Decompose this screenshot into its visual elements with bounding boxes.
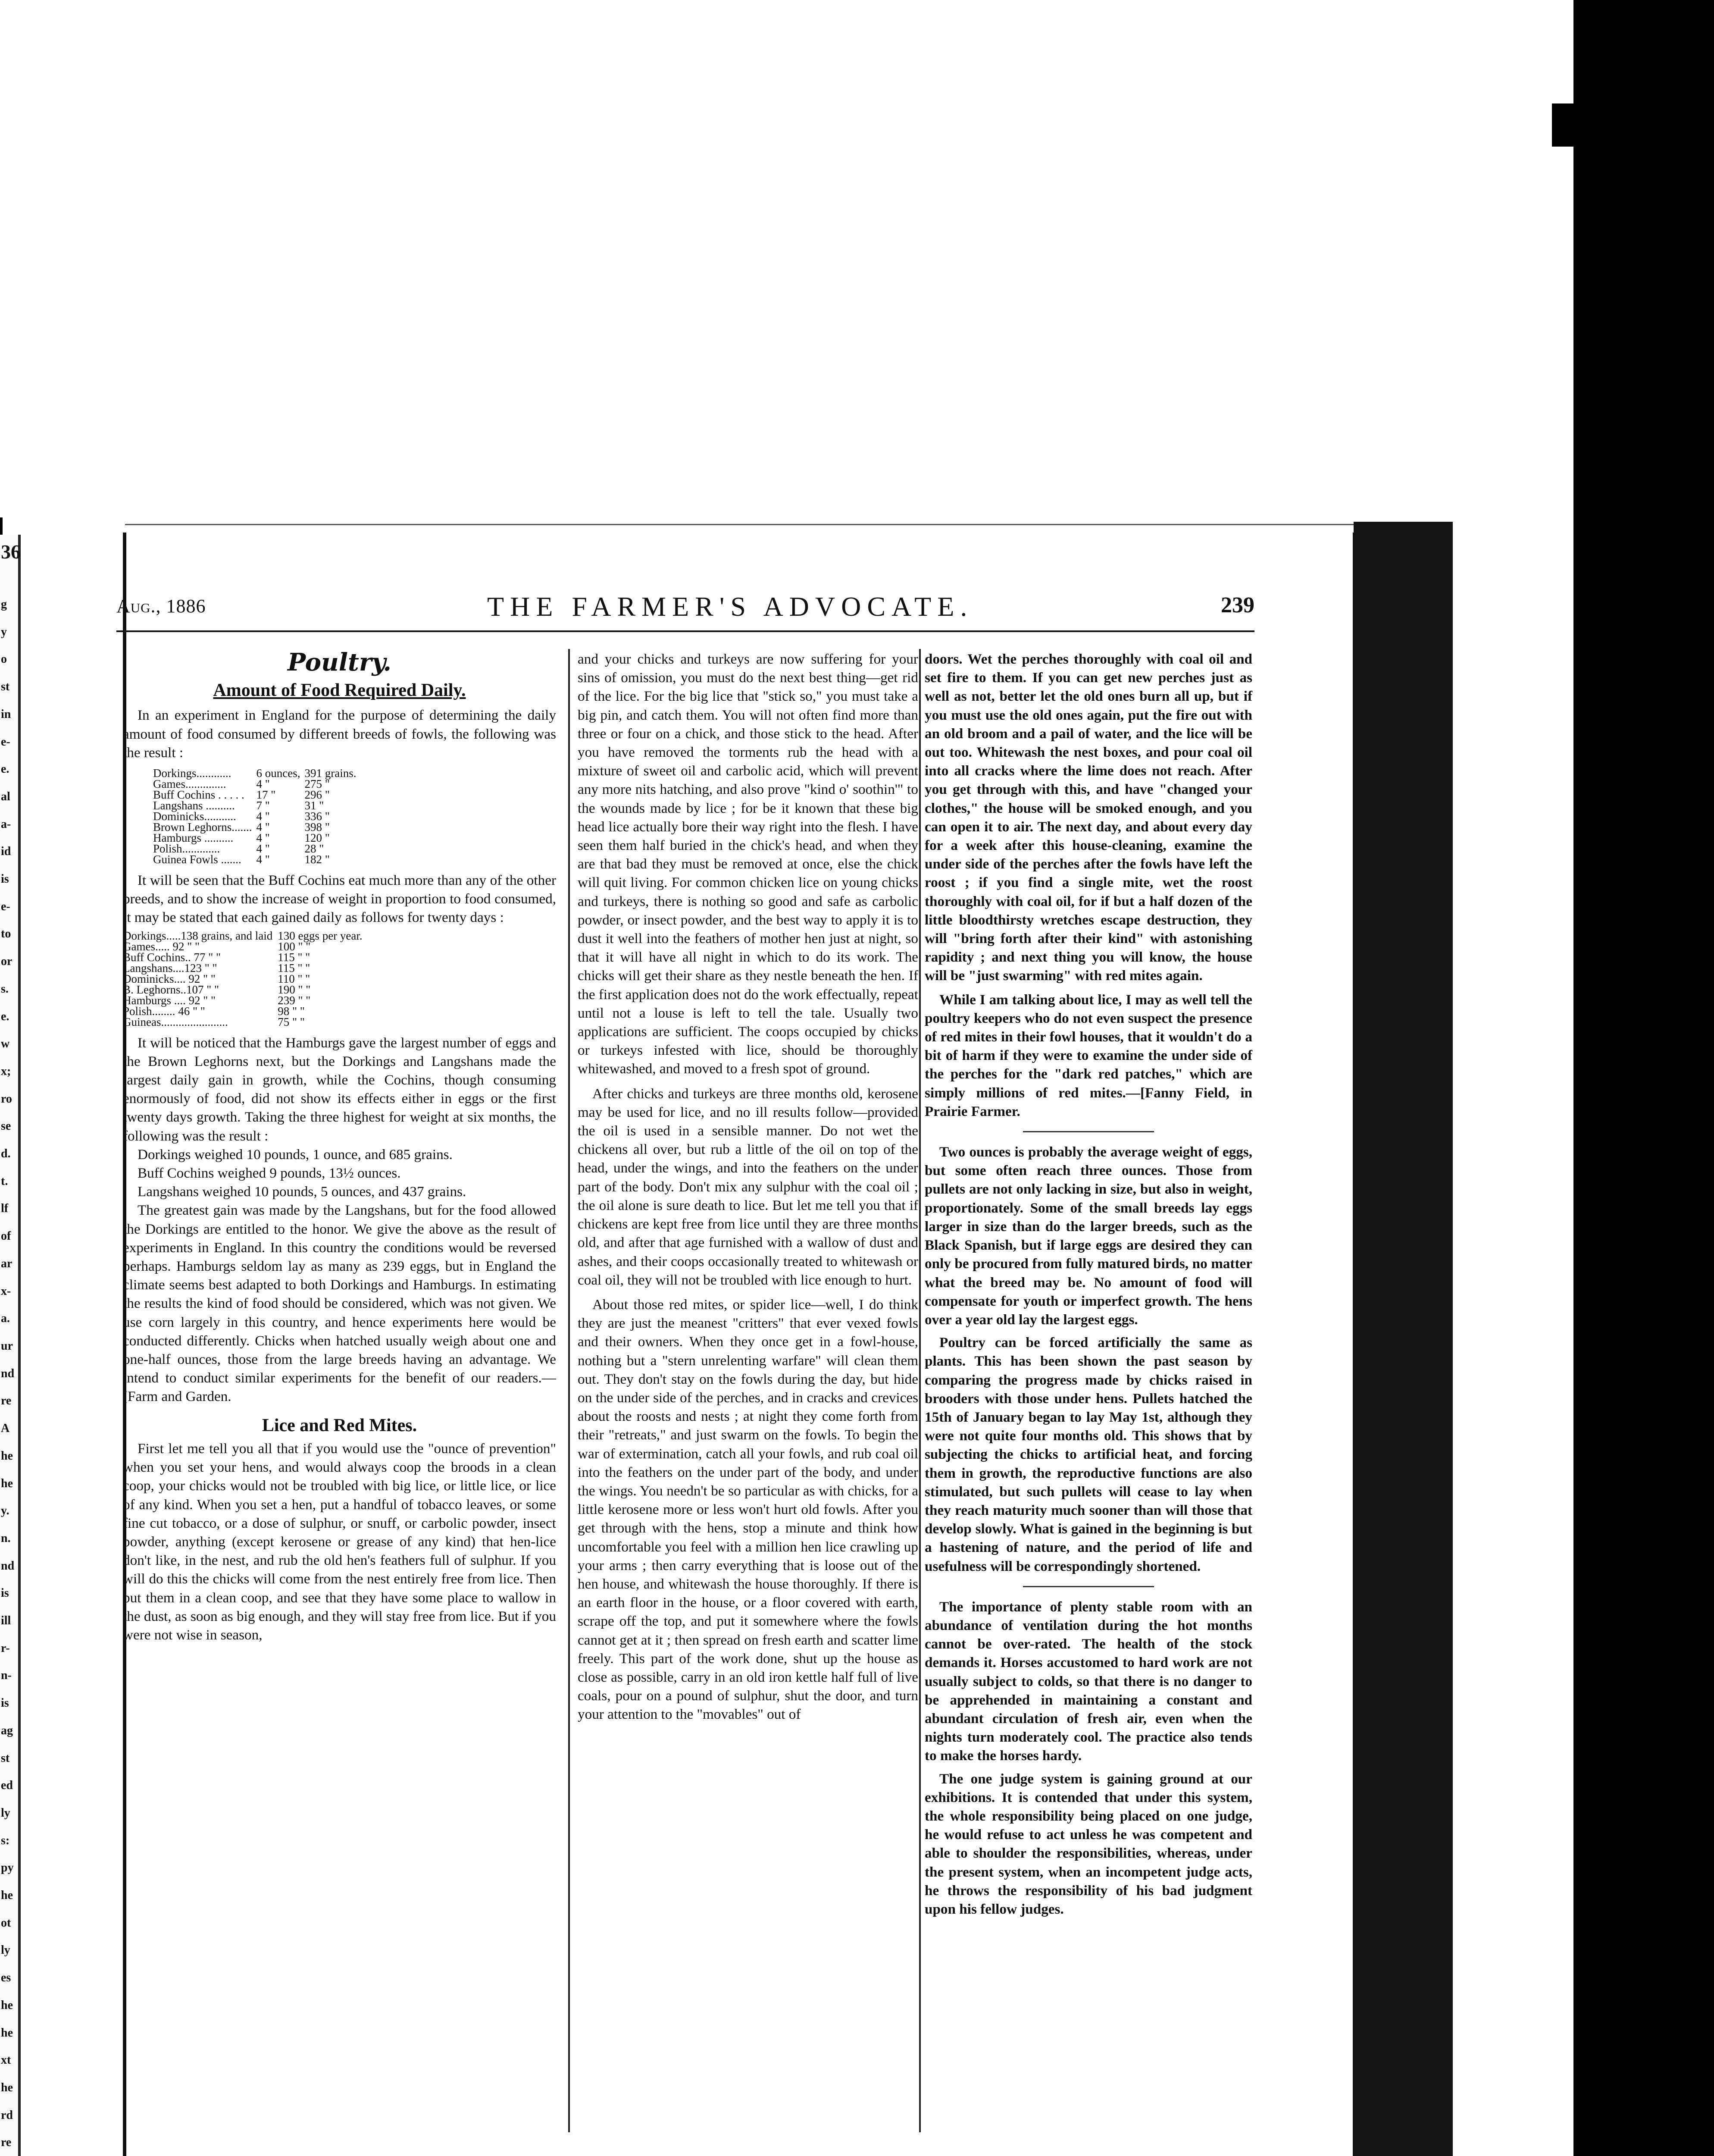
table-cell: Hamburgs .... 92 " "	[123, 993, 216, 1007]
table-cell: Dominicks...........	[153, 810, 236, 823]
paragraph: The one judge system is gaining ground at our exhibitions. It is contended that under this system, the whole responsibility being placed on one judge, he would refuse to act unless he was competent and able to shoulder the responsibilities, whereas, under the present system, when an incompetent judge acts, he throws the responsibility of his bad judgment upon his fellow judges.	[925, 1771, 1252, 1917]
left-page-line-fragment: ur	[1, 1339, 13, 1353]
table-cell: 130 eggs per year.	[278, 929, 363, 942]
paragraph: Langshans weighed 10 pounds, 5 ounces, and 437 grains.	[138, 1184, 466, 1200]
left-page-line-fragment: ag	[1, 1724, 13, 1737]
left-page-line-fragment: xt	[1, 2053, 11, 2067]
table-cell: Dorkings.....138 grains, and laid	[123, 929, 273, 942]
left-page-line-fragment: he	[1, 1889, 13, 1902]
table-cell: Brown Leghorns.......	[153, 821, 252, 834]
table-cell: 239 " "	[278, 993, 311, 1007]
left-page-line-fragment: y	[1, 625, 7, 639]
table-cell: 6 ounces,	[256, 767, 300, 780]
paragraph: In an experiment in England for the purpose of determining the daily amount of food consumed by different breeds of fowls, the following was the result :	[123, 707, 556, 761]
left-page-line-fragment: he	[1, 1476, 13, 1490]
scan-border-top-strip	[1552, 103, 1578, 147]
left-page-line-fragment: he	[1, 1449, 13, 1463]
divider-rule	[1023, 1586, 1154, 1587]
table-row	[123, 952, 368, 963]
column-3	[925, 650, 1252, 1918]
left-page-line-fragment: py	[1, 1861, 14, 1875]
page-number: 239	[1221, 593, 1254, 617]
left-page-line-fragment: A	[1, 1422, 10, 1435]
left-page-line-fragment: e.	[1, 762, 9, 776]
paragraph: It will be seen that the Buff Cochins eat much more than any of the other breeds, and to show the increase of weight in proportion to food consumed, it may be stated that each gained daily as follows for twenty days :	[123, 872, 556, 926]
left-page-line-fragment: is	[1, 872, 9, 886]
page-header	[116, 591, 1254, 625]
table-cell: Hamburgs ..........	[153, 831, 234, 845]
top-stitch-mark	[125, 524, 1354, 525]
header-rule	[116, 630, 1254, 632]
left-page-line-fragment: a-	[1, 817, 11, 831]
left-page-line-fragment: ro	[1, 1092, 12, 1106]
table-cell: Dorkings............	[153, 767, 231, 780]
table-row	[123, 963, 368, 974]
table-cell: Langshans ..........	[153, 799, 235, 812]
table-cell: 4 "	[256, 831, 270, 845]
left-page-line-fragment: e.	[1, 1009, 9, 1023]
paragraph: Two ounces is probably the average weight of eggs, but some often reach three ounces. Those from pullets are not only lacking in size, but also in weight, proportionately. Some of the small breeds lay eggs larger in size than do the larger breeds, such as the Black Spanish, but if large eggs are desired they can only be procured from fully matured birds, no matter what the breed may be. No amount of food will compensate for youth or imperfect growth. The hens over a year old lay the largest eggs.	[925, 1144, 1252, 1328]
table-cell: 115 " "	[278, 950, 310, 964]
paragraph: It will be noticed that the Hamburgs gave the largest number of eggs and the Brown Leghorns next, but the Dorkings and Langshans made the largest daily gain in growth, while the Cochins, though consuming enormously of food, did not show its effects either in eggs or the first twenty days growth. Taking the three highest for weight at six months, the following was the result :	[123, 1034, 556, 1144]
table-cell: 4 "	[256, 821, 270, 834]
left-page-line-fragment: ed	[1, 1779, 13, 1792]
left-page-line-fragment: es	[1, 1971, 11, 1985]
divider-rule	[1023, 1131, 1154, 1132]
left-page-line-fragment: s:	[1, 1833, 10, 1847]
table-cell: Buff Cochins.. 77 " "	[123, 950, 221, 964]
left-page-fragment	[0, 535, 21, 2156]
book-page-edges	[1354, 522, 1453, 2156]
left-page-line-fragment: re	[1, 1394, 12, 1408]
article-title-food: Amount of Food Required Daily.	[213, 680, 466, 701]
left-page-line-fragment: or	[1, 955, 13, 968]
table-row	[123, 974, 368, 984]
left-page-number: 36	[1, 541, 21, 563]
left-page-line-fragment: nd	[1, 1366, 15, 1380]
table-cell: 4 "	[256, 777, 270, 791]
table-cell: 275 "	[304, 777, 330, 791]
left-page-line-fragment: he	[1, 2081, 13, 2094]
left-page-line-fragment: he	[1, 2026, 13, 2040]
left-page-line-fragment: d.	[1, 1147, 11, 1161]
left-page-line-fragment: is	[1, 1586, 9, 1600]
left-page-line-fragment: is	[1, 1696, 9, 1710]
left-page-line-fragment: nd	[1, 1559, 15, 1573]
paragraph: and your chicks and turkeys are now suffering for your sins of omission, you must do the next best thing—get rid of the lice. For the big lice that "stick so," you must take a big pin, and catch them. You will not often find more than three or four on a chick, and those stick to the head. After you have removed the torments rub the head with a mixture of sweet oil and carbolic acid, which will prevent any more nits hatching, and also prove "kind o' soothin'" to the wounds made by lice ; for be it known that these big head lice actually bore their way right into the flesh. I have seen them half buried in the chick's head, and when they are that bad they must be removed at once, else the chick will quit living. For common chicken lice on young chicks and turkeys, there is nothing so good and safe as carbolic powder, or insect powder, and the best way to apply it is to dust it well into the feathers of mother hen just at night, so that it will have all night in which to do its work. The chicks will get their share as they nestle beneath the hen. If the first application does not do the work effectually, repeat until not a louse is left to tell the tale. Usually two applications are sufficient. The coops occupied by chicks or turkeys infested with lice, should be thoroughly whitewashed, and moved to a fresh spot of ground.	[578, 651, 918, 1077]
table-cell: Guinea Fowls .......	[153, 853, 241, 866]
table-cell: 336 "	[304, 810, 330, 823]
paragraph: Buff Cochins weighed 9 pounds, 13½ ounces.	[138, 1165, 401, 1181]
column-2	[578, 650, 918, 1724]
left-page-line-fragment: lf	[1, 1202, 9, 1216]
left-page-line-fragment: re	[1, 2136, 12, 2150]
table-cell: 75 " "	[278, 1015, 305, 1028]
table-cell: 182 "	[304, 853, 330, 866]
table-row	[123, 1017, 368, 1028]
column-1	[123, 648, 556, 1644]
table-cell: Langshans....123 " "	[123, 961, 217, 975]
table-row	[123, 941, 368, 952]
table-cell: 100 " "	[278, 940, 311, 953]
paragraph: About those red mites, or spider lice—well, I do think they are just the meanest "critters" that ever vexed fowls and their owners. When they once get in a fowl-house, nothing but a "stern unrelenting warfare" will clean them out. They don't stay on the fowls during the day, but hide on the under side of the perches, and in cracks and crevices about the roosts and nests ; at night they come forth from their "retreats," and just swarm on the fowls. To begin the war of extermination, catch all your fowls, and rub coal oil into the feathers on the under part of the body, and under the wings. You needn't be so particular as with chicks, for a little kerosene more or less won't hurt old fowls. After you get through with the hens, stop a minute and think how uncomfortable you feel with a million hen lice crawling up your arms ; then carry everything that is loose out of the hen house, and whitewash the house thoroughly. If there is an earth floor in the house, or a floor covered with earth, scrape off the top, and put it somewhere where the fowls cannot get at it ; then spread on fresh earth and scatter lime freely. This part of the work done, shut up the house as close as possible, carry in an old iron kettle half full of live coals, pour on a pound of sulphur, shut the door, and turn your attention to the "movables" out of	[578, 1296, 918, 1723]
table-cell: 98 " "	[278, 1004, 305, 1018]
section-title: Poultry.	[288, 648, 391, 677]
eggs-table	[123, 931, 368, 1028]
paragraph: After chicks and turkeys are three months old, kerosene may be used for lice, and no ill results follow—provided the oil is used in a sensible manner. Do not wet the chickens all over, but rub a little of the oil on top of the head, under the wings, and into the feathers on the under part of the body. Don't mix any sulphur with the coal oil ; the oil alone is sure death to lice. But let me tell you that if chickens are kept free from lice until they are three months old, and after that age furnished with a wallow of dust and ashes, and their coops occasionally treated to whitewash or coal oil, they will not be troubled with lice enough to hurt.	[578, 1085, 918, 1288]
table-cell: 7 "	[256, 799, 270, 812]
left-page-line-fragment: t.	[1, 1174, 8, 1188]
left-page-line-fragment: w	[1, 1037, 10, 1051]
masthead-title: THE FARMER'S ADVOCATE.	[487, 591, 973, 622]
left-page-line-fragment: r-	[1, 1641, 10, 1655]
table-cell: Games..... 92 " "	[123, 940, 200, 953]
issue-date: Aug., 1886	[116, 595, 206, 617]
table-row	[153, 854, 360, 865]
left-page-line-fragment: ly	[1, 1806, 10, 1820]
left-page-line-fragment: s.	[1, 982, 9, 996]
left-page-line-fragment: n.	[1, 1531, 11, 1545]
left-page-line-fragment: ill	[1, 1614, 11, 1628]
table-cell: 4 "	[256, 810, 270, 823]
paragraph: Poultry can be forced artificially the same as plants. This has been shown the past season by comparing the progress made by chicks raised in brooders with those under hens. Pullets hatched the 15th of January began to lay May 1st, although they were not quite four months old. This shows that by subjecting the chicks to artificial heat, and forcing them in growth, the reproductive functions are also stimulated, but such pullets will cease to lay when they reach maturity much sooner than will those that develop slowly. What is gained in the beginning is but a hastening of nature, and the period of life and usefulness will be correspondingly shortened.	[925, 1335, 1252, 1574]
table-cell: 115 " "	[278, 961, 310, 975]
table-cell: 120 "	[304, 831, 330, 845]
left-page-line-fragment: to	[1, 927, 11, 941]
table-row	[123, 984, 368, 995]
table-cell: 398 "	[304, 821, 330, 834]
left-page-line-fragment: al	[1, 790, 10, 803]
paragraph: The importance of plenty stable room with an abundance of ventilation during the hot months cannot be over-rated. The health of the stock demands it. Horses accustomed to hard work are not usually subject to colds, so that there is no danger to be apprehended in maintaining a constant and abundant circulation of fresh air, even when the nights turn moderately cool. The practice also tends to make the horses hardy.	[925, 1598, 1252, 1764]
table-cell: 31 "	[304, 799, 324, 812]
left-page-line-fragment: x;	[1, 1064, 11, 1078]
left-page-line-fragment: he	[1, 1998, 13, 2012]
table-cell: Polish........ 46 " "	[123, 1004, 205, 1018]
table-cell: 296 "	[304, 788, 330, 802]
table-cell: B. Leghorns..107 " "	[123, 983, 219, 996]
left-page-line-fragment: e-	[1, 899, 10, 913]
scan-border-right	[1573, 0, 1714, 2156]
left-page-line-fragment: rd	[1, 2108, 13, 2122]
left-page-line-fragment: st	[1, 680, 10, 694]
paragraph: The greatest gain was made by the Langshans, but for the food allowed the Dorkings are entitled to the honor. We give the above as the result of experiments in England. In this country the conditions would be reversed perhaps. Hamburgs seldom lay as many as 239 eggs, but in England the climate seems best adapted to both Dorkings and Hamburgs. In estimating the results the kind of food should be considered, which was not given. We use corn largely in this country, and hence experiments here would be conducted differently. Chicks when hatched usually weigh about one and one-half ounces, those from the large breeds having an advantage. We intend to conduct similar experiments for the benefit of our readers.—[Farm and Garden.	[123, 1202, 556, 1405]
left-page-line-fragment: ar	[1, 1257, 13, 1270]
left-page-line-fragment: in	[1, 707, 11, 721]
table-cell: 4 "	[256, 842, 270, 856]
table-row	[123, 931, 368, 941]
table-cell: Guineas.......................	[123, 1015, 228, 1028]
table-cell: Buff Cochins . . . . .	[153, 788, 244, 802]
column-divider-1	[568, 649, 570, 2132]
paragraph: While I am talking about lice, I may as well tell the poultry keepers who do not even suspect the presence of red mites in their fowl houses, that it wouldn't do a bit of harm if they were to examine the under side of the perches for the "dark red patches," which are simply millions of red mites.—[Fanny Field, in Prairie Farmer.	[925, 991, 1252, 1119]
table-cell: Polish.............	[153, 842, 220, 856]
table-cell: 28 "	[304, 842, 324, 856]
table-cell: 4 "	[256, 853, 270, 866]
food-table	[153, 768, 360, 865]
left-page-line-fragment: o	[1, 652, 7, 666]
table-row	[123, 1006, 368, 1017]
left-page-line-fragment: id	[1, 845, 11, 859]
column-divider-2	[919, 649, 921, 2132]
left-page-line-fragment: ot	[1, 1916, 11, 1930]
table-cell: Dominicks.... 92 " "	[123, 972, 216, 985]
left-page-line-fragment: e-	[1, 735, 10, 749]
left-page-line-fragment: of	[1, 1229, 11, 1243]
left-page-line-fragment: n-	[1, 1669, 12, 1683]
left-page-line-fragment: x-	[1, 1284, 11, 1298]
table-cell: 190 " "	[278, 983, 311, 996]
table-cell: 110 " "	[278, 972, 310, 985]
left-page-line-fragment: st	[1, 1751, 10, 1765]
left-page-line-fragment: ly	[1, 1943, 10, 1957]
left-page-line-fragment: g	[1, 598, 7, 611]
table-row	[123, 995, 368, 1006]
article-title-lice: Lice and Red Mites.	[262, 1415, 417, 1435]
left-page-line-fragment: se	[1, 1119, 11, 1133]
table-cell: 391 grains.	[304, 767, 357, 780]
left-page-line-fragment: a.	[1, 1312, 10, 1326]
paragraph: First let me tell you all that if you would use the "ounce of prevention" when you set your hens, and would always coop the broods in a clean coop, your chicks would not be troubled with big lice, or little lice, or lice of any kind. When you set a hen, put a handful of tobacco leaves, or some fine cut tobacco, or a dose of sulphur, or snuff, or carbolic powder, insect powder, anything (except kerosene or grease of any kind) that hen-lice don't like, in the nest, and rub the old hen's feathers full of sulphur. If you will do this the chicks will come from the nest entirely free from lice. Then put them in a clean coop, and see that they have some place to wallow in the dust, as soon as big enough, and they will stay free from lice. But if you were not wise in season,	[123, 1440, 556, 1643]
paragraph: Dorkings weighed 10 pounds, 1 ounce, and 685 grains.	[138, 1146, 453, 1163]
paragraph: doors. Wet the perches thoroughly with coal oil and set fire to them. If you can get new perches just as well as not, better let the old ones burn all up, but if you must use the old ones again, put the fire out with an old broom and a pail of water, and the lice will be out too. Whitewash the nest boxes, and pour coal oil into all cracks where the lime does not reach. After you get through with this, and have "changed your clothes," the house will be smoked enough, and you can open it to air. The next day, and about every day for a week after this house-cleaning, examine the under side of the perches after the fowls have left the roost ; if you find a single mite, wet the roost thoroughly with coal oil, for if but a half dozen of the little bloodthirsty wretches escape destruction, they will "bring forth after their kind" with astonishing rapidity ; and next thing you will know, the house will be "just swarming" with red mites again.	[925, 651, 1252, 984]
table-cell: Games..............	[153, 777, 226, 791]
left-page-line-fragment: y.	[1, 1504, 9, 1518]
table-cell: 17 "	[256, 788, 276, 802]
